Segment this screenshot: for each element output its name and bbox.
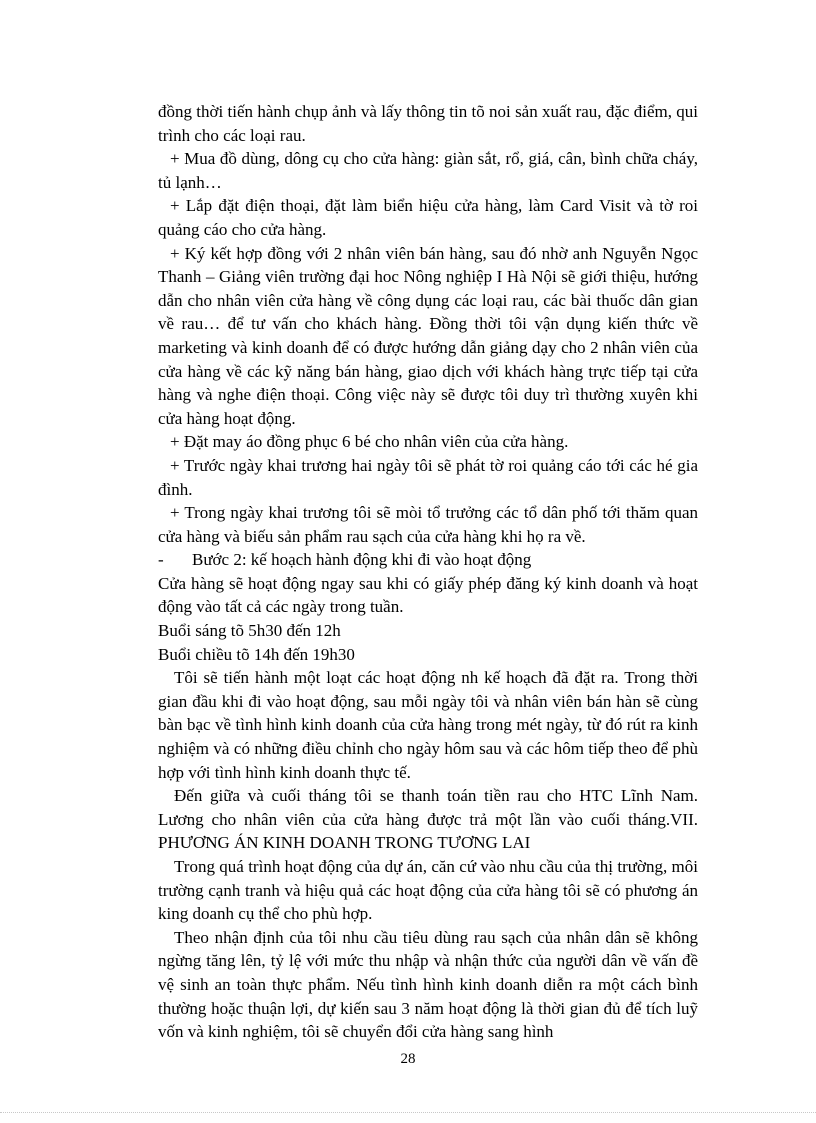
paragraph: Đến giữa và cuối tháng tôi se thanh toán tiền rau cho HTC Lĩnh Nam. Lương cho nhân viên của cửa hàng được trả một lần vào cuối tháng.VII. PHƯƠNG ÁN KINH DOANH TRONG TƯƠNG LAI (158, 786, 698, 853)
paragraph: + Trong ngày khai trương tôi sẽ mòi tổ trưởng các tổ dân phố tới thăm quan cửa hàng và biếu sản phẩm rau sạch của cửa hàng khi họ ra về. (158, 503, 698, 546)
paragraph: Buổi sáng tõ 5h30 đến 12h (158, 621, 341, 641)
bottom-divider (0, 1112, 816, 1113)
paragraph: Tôi sẽ tiến hành một loạt các hoạt động nh kế hoạch đã đặt ra. Trong thời gian đầu khi đi vào hoạt động, sau mỗi ngày tôi và nhân viên bán hàn sẽ cùng bàn bạc về tình hình kinh doanh của cửa hàng trong mét ngày, từ đó rút ra kinh nghiệm và có những điều chỉnh cho ngày hôm sau và các hôm tiếp theo để phù hợp với tình hình kinh doanh thực tế. (158, 668, 698, 782)
paragraph: đồng thời tiến hành chụp ảnh và lấy thông tin tõ noi sản xuất rau, đặc điểm, qui trình cho các loại rau. (158, 102, 698, 145)
page-number: 28 (400, 1051, 416, 1067)
paragraph: Theo nhận định của tôi nhu cầu tiêu dùng rau sạch của nhân dân sẽ không ngừng tăng lên, tỷ lệ với mức thu nhập và nhận thức của người dân về vấn đề vệ sinh an toàn thực phẩm. Nếu tình hình kinh doanh diễn ra một cách bình thường hoặc thuận lợi, dự kiến sau 3 năm hoạt động là thời gian đủ để tích luỹ vốn và kinh nghiệm, tôi sẽ chuyển đổi cửa hàng sang hình (158, 927, 698, 1042)
paragraph: + Trước ngày khai trương hai ngày tôi sẽ phát tờ roi quảng cáo tới các hé gia đình. (158, 455, 698, 499)
paragraph: + Đặt may áo đồng phục 6 bé cho nhân viên của cửa hàng. (170, 432, 569, 452)
document-body (158, 100, 698, 1044)
paragraph: Trong quá trình hoạt động của dự án, căn cứ vào nhu cầu của thị trường, môi trường cạnh tranh và hiệu quả các hoạt động của cửa hàng tôi sẽ có phương án king doanh cụ thể cho phù hợp. (158, 857, 698, 924)
bullet-text: Bước 2: kế hoạch hành động khi đi vào hoạt động (192, 550, 532, 570)
bullet-mark: - (158, 550, 164, 570)
paragraph: + Ký kết hợp đồng với 2 nhân viên bán hàng, sau đó nhờ anh Nguyễn Ngọc Thanh – Giảng viên trường đại hoc Nông nghiệp I Hà Nội sẽ giới thiệu, hướng dẫn cho nhân viên cửa hàng về công dụng các loại rau, các bài thuốc dân gian về rau… để tư vấn cho khách hàng. Đồng thời tôi vận dụng kiến thức về marketing và kinh doanh để có được hướng dẫn giảng dạy cho 2 nhân viên của cửa hàng về các kỹ năng bán hàng, giao dịch với khách hàng trực tiếp tại cửa hàng và nghe điện thoại. Công việc này sẽ được tôi duy trì thường xuyên khi cửa hàng hoạt động. (158, 243, 698, 428)
paragraph: Buổi chiều tõ 14h đến 19h30 (158, 644, 355, 664)
paragraph: Cửa hàng sẽ hoạt động ngay sau khi có giấy phép đăng ký kinh doanh và hoạt động vào tất cả các ngày trong tuần. (158, 573, 698, 617)
paragraph: + Mua đồ dùng, dông cụ cho cửa hàng: giàn sắt, rổ, giá, cân, bình chữa cháy, tủ lạnh… (158, 149, 698, 192)
paragraph: + Lắp đặt điện thoại, đặt làm biển hiệu cửa hàng, làm Card Visit và tờ roi quảng cáo cho cửa hàng. (158, 196, 698, 239)
bullet-paragraph (158, 548, 698, 572)
